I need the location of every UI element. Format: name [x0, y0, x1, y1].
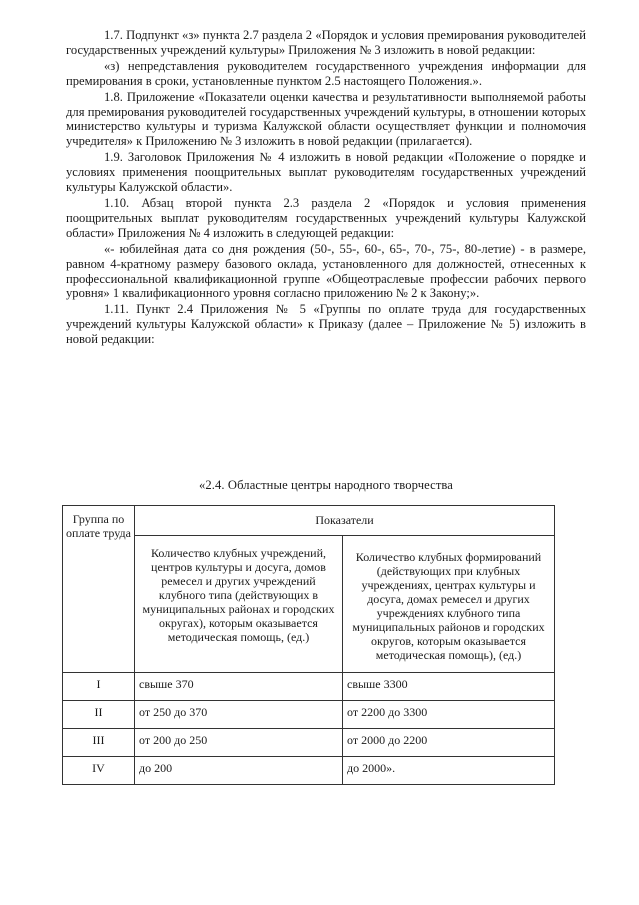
paragraph-1-7-subitem: «з) непредставления руководителем государственного учреждения информации для премирования в сроки, установленные пунктом 2.5 настоящего Положения.». [66, 58, 586, 88]
paragraph-1-10-quote: «- юбилейная дата со дня рождения (50-, 55-, 60-, 65-, 70-, 75-, 80-летие) - в размере, равном 4-кратному размеру базового оклада, установленного для должностей, отнесенных к профессиональной квалификационной группе «Общеотраслевые профессии рабочих первого уровня» 1 квалификационного уровня согласно приложению № 2 к Закону;». [66, 241, 586, 301]
row-col1: до 200 [135, 757, 343, 785]
table-title: «2.4. Областные центры народного творчества [198, 478, 453, 492]
paragraph-1-7: 1.7. Подпункт «з» пункта 2.7 раздела 2 «Порядок и условия премирования руководителей государственных учреждений культуры» Приложения № 3 изложить в новой редакции: [66, 28, 586, 57]
text-body [66, 28, 586, 348]
row-group: II [63, 701, 135, 729]
paragraph-1-8: 1.8. Приложение «Показатели оценки качества и результативности выполняемой работы для премирования руководителей государственных учреждений культуры, в отношении которых министерство культуры и туризма Калужской области осуществляет функции и полномочия учредителя» к Приложению № 3 изложить в новой редакции (прилагается). [66, 89, 586, 149]
table-row [63, 701, 555, 729]
header-group: Группа по оплате труда [63, 506, 135, 673]
row-group: IV [63, 757, 135, 785]
paragraph-1-9: 1.9. Заголовок Приложения № 4 изложить в новой редакции «Положение о порядке и условиях применения поощрительных выплат руководителям государственных учреждений культуры Калужской области». [66, 150, 586, 195]
table-row [63, 757, 555, 785]
row-col2: до 2000». [343, 757, 555, 785]
table-row [63, 729, 555, 757]
table-header-row [63, 506, 555, 536]
row-col2: свыше 3300 [343, 673, 555, 701]
row-col1: свыше 370 [135, 673, 343, 701]
paragraph-1-10: 1.10. Абзац второй пункта 2.3 раздела 2 «Порядок и условия применения поощрительных выплат руководителям государственных учреждений культуры Калужской области» Приложения № 4 изложить в следующей редакции: [66, 195, 586, 240]
row-col1: от 200 до 250 [135, 729, 343, 757]
row-col2: от 2200 до 3300 [343, 701, 555, 729]
header-col2: Количество клубных формирований (действующих при клубных учреждениях, центрах культуры и досуга, домах ремесел и других учреждениях клубного типа муниципальных районов и городских округов, которым оказывается методическая помощь), (ед.) [343, 536, 555, 673]
row-col2: от 2000 до 2200 [343, 729, 555, 757]
header-indicators: Показатели [135, 506, 555, 536]
row-col1: от 250 до 370 [135, 701, 343, 729]
groups-table [62, 505, 555, 785]
row-group: III [63, 729, 135, 757]
table-subheader-row [63, 536, 555, 673]
paragraph-1-11: 1.11. Пункт 2.4 Приложения № 5 «Группы по оплате труда для государственных учреждений культуры Калужской области» к Приказу (далее – Приложение № 5) изложить в новой редакции: [66, 302, 586, 347]
row-group: I [63, 673, 135, 701]
table-row [63, 673, 555, 701]
header-col1: Количество клубных учреждений, центров культуры и досуга, домов ремесел и других учреждений клубного типа (действующих в муниципальных районах и городских округах), которым оказывается методическая помощь, (ед.) [135, 536, 343, 673]
